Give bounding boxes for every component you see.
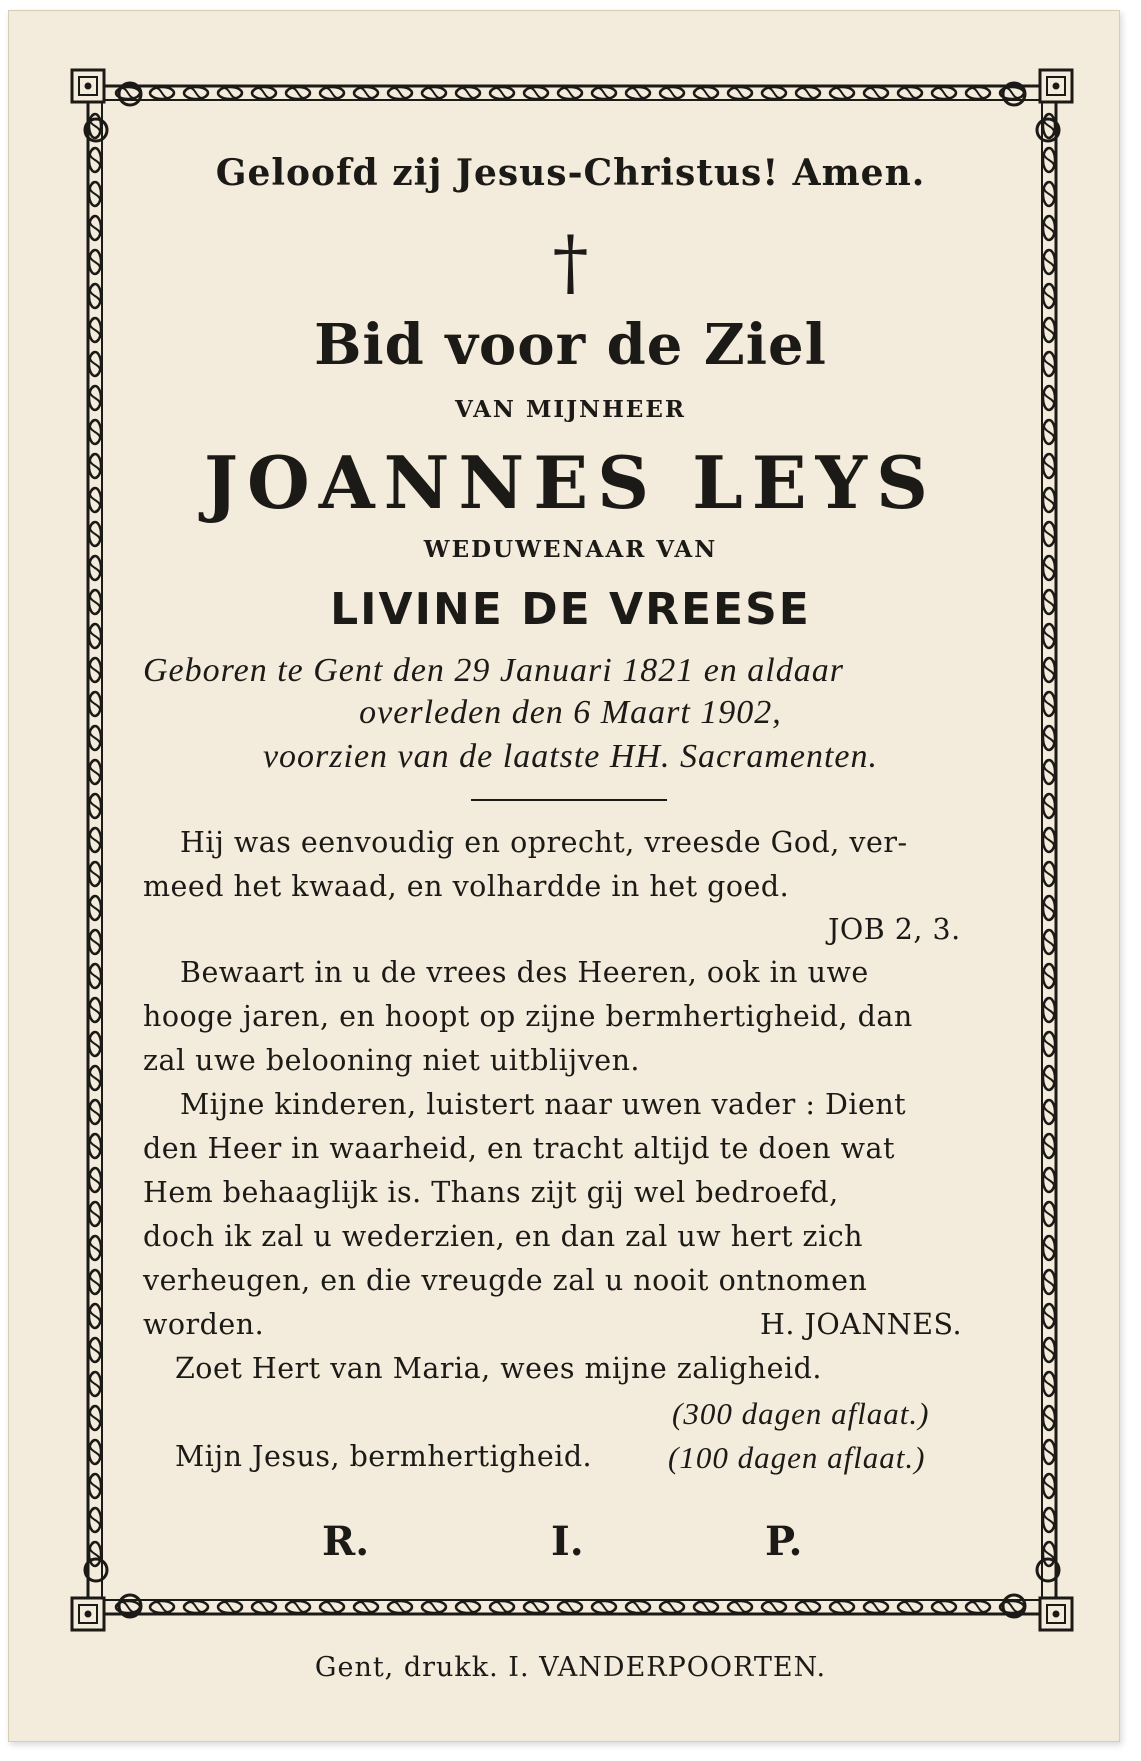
rip-letter: R. <box>322 1518 370 1565</box>
verse-line: den Heer in waarheid, en tracht altijd te doen wat <box>143 1132 895 1165</box>
bio-line: overleden den 6 Maart 1902, <box>359 694 782 731</box>
cross-icon: † <box>552 220 589 304</box>
deceased-name: JOANNES LEYS <box>203 440 938 525</box>
rip-letter: I. <box>551 1518 584 1565</box>
verse-reference: JOB 2, 3. <box>828 913 961 946</box>
motto: Geloofd zij Jesus-Christus! Amen. <box>215 152 926 194</box>
verse-line: Mijne kinderen, luistert naar uwen vader : Dient <box>180 1088 907 1121</box>
prayer-heading: Bid voor de Ziel <box>314 312 827 378</box>
verse-line: Bewaart in u de vrees des Heeren, ook in uwe <box>180 956 869 989</box>
verse-line: zal uwe belooning niet uitblijven. <box>143 1044 640 1077</box>
printer-imprint: Gent, drukk. I. VANDERPOORTEN. <box>314 1652 827 1683</box>
verse-line: Hem behaaglijk is. Thans zijt gij wel bedroefd, <box>143 1176 839 1209</box>
verse-line: hooge jaren, en hoopt op zijne bermhertigheid, dan <box>143 1000 913 1033</box>
rip-letter: P. <box>765 1518 803 1565</box>
verse-line: Hij was eenvoudig en oprecht, vreesde God, ver- <box>180 826 908 859</box>
bio-line: voorzien van de laatste HH. Sacramenten. <box>262 738 879 775</box>
indulgence-note: (300 dagen aflaat.) <box>672 1396 930 1431</box>
short-prayer: Zoet Hert van Maria, wees mijne zaligheid. <box>175 1352 822 1385</box>
verse-line: meed het kwaad, en volhardde in het goed. <box>143 870 790 903</box>
bio-line: Geboren te Gent den 29 Januari 1821 en aldaar <box>143 652 844 689</box>
verse-reference: H. JOANNES. <box>760 1308 963 1341</box>
title-line: VAN MIJNHEER <box>455 396 686 423</box>
short-prayer: Mijn Jesus, bermhertigheid. <box>175 1440 593 1473</box>
indulgence-note: (100 dagen aflaat.) <box>668 1440 926 1475</box>
verse-line: worden. <box>143 1308 265 1341</box>
relation-line: WEDUWENAAR VAN <box>423 536 718 563</box>
verse-line: verheugen, en die vreugde zal u nooit ontnomen <box>143 1264 868 1297</box>
spouse-name: LIVINE DE VREESE <box>330 584 811 635</box>
divider <box>471 799 667 801</box>
verse-line: doch ik zal u wederzien, en dan zal uw hert zich <box>143 1220 864 1253</box>
